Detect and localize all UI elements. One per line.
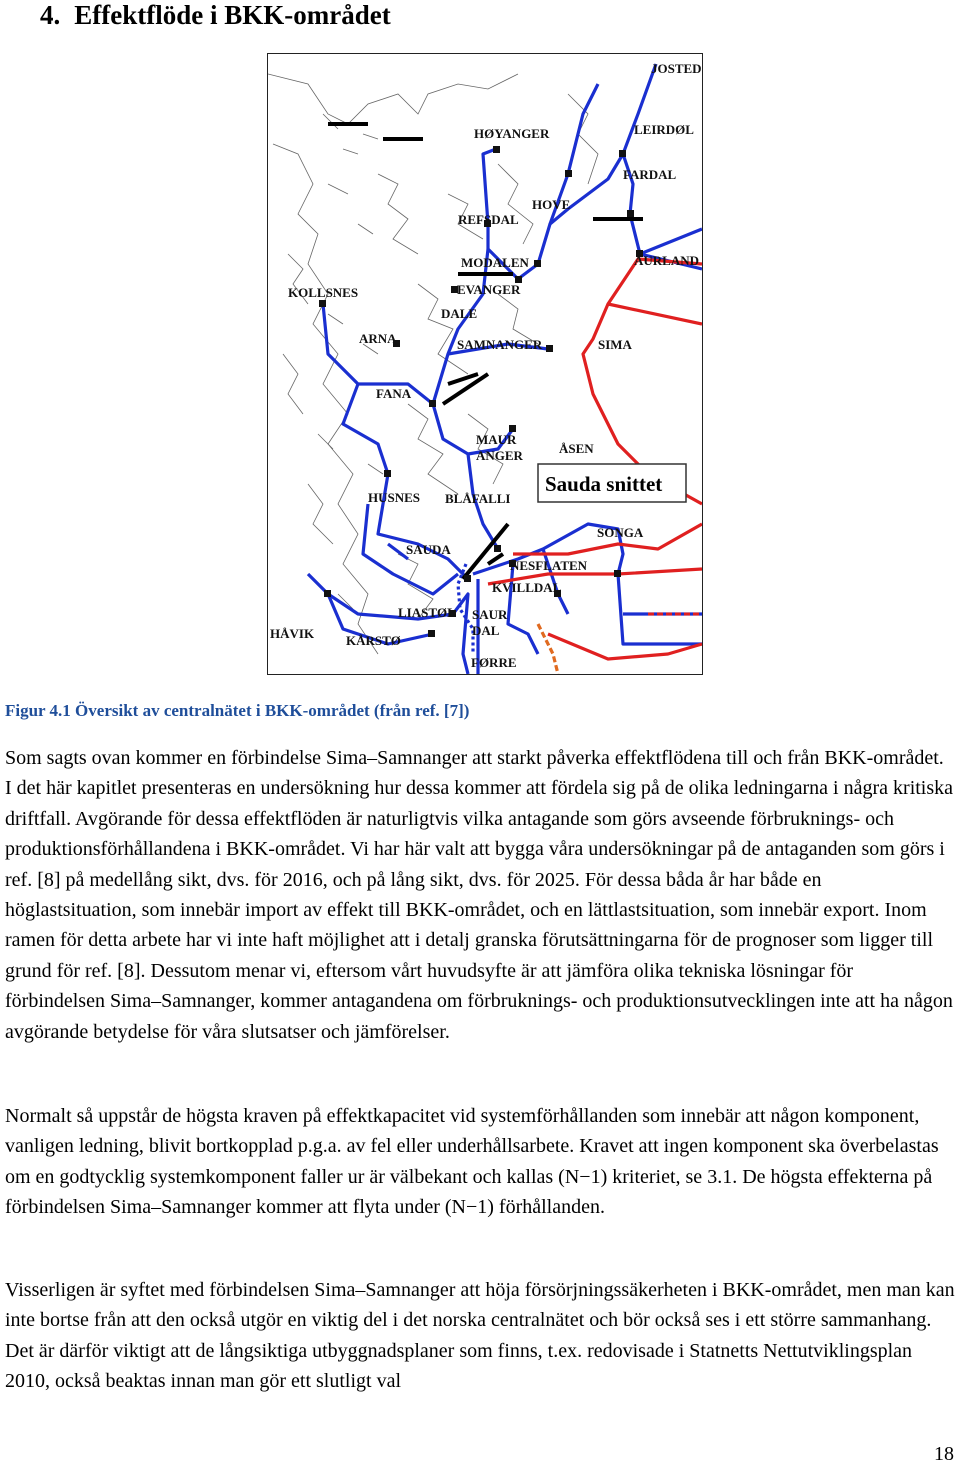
paragraph-3: Visserligen är syftet med förbindelsen Sima–Samnanger att höja försörjningssäkerheten i BKK-området, men man kan inte bortse från att den också utgör en viktig del i det norska centralnätet och bör också ses i ett större sammanhang. Det är därför viktigt att de långsiktiga utbyggnadsplaner som finns, t.ex. redovisade i Statnetts Nettutviklingsplan 2010, också beaktas innan man gör ett slutligt val [5,1279,955,1393]
section-heading [40,0,391,30]
grid-map-svg [268,54,702,674]
label-anger: ANGER [476,448,523,463]
label-liastol: LIASTØL [398,605,456,620]
label-fardal: FARDAL [623,167,677,182]
label-aurland: AURLAND [634,253,699,268]
label-dale: DALE [441,306,478,321]
section-title: Effektflöde i BKK-området [74,0,391,30]
label-refsdal: REFSDAL [458,212,519,227]
paragraph-1: Som sagts ovan kommer en förbindelse Sima–Samnanger att starkt påverka effektflödena till och från BKK-området. I det här kapitlet presenteras en undersökning hur dessa kommer att fördela sig på de olika ledningarna i några kritiska driftfall. Avgörande för dessa effektflöden är naturligtvis vilka antagande som görs avseende förbruknings- och produktionsförhållandena i BKK-området. Vi har här valt att bygga våra undersökningar på de antaganden som görs i ref. [8] på medellång sikt, dvs. för 2016, och på lång sikt, dvs. för 2025. För dessa båda år har både en höglastsituation, som innebär import av effekt till BKK-området, och en lättlastsituation, som innebär export. Inom ramen för detta arbete har vi inte haft möjlighet att i detalj granska förutsättningarna för de prognoser som ligger till grund för ref. [8]. Dessutom menar vi, eftersom vårt huvudsyfte är att jämföra olika tekniska lösningar för förbindelsen Sima–Samnanger, kommer antagandena om förbruknings- och produktionsutvecklingen inte att ha någon avgörande betydelse för våra slutsatser och jämförelser. [5,747,954,1043]
label-blafalli: BLÅFALLI [445,491,511,506]
label-arna: ARNA [359,331,397,346]
label-samnanger: SAMNANGER [457,337,543,352]
grid-map-figure [267,53,703,675]
sauda-snittet-label: Sauda snittet [545,472,663,496]
label-maur: MAUR [476,432,517,447]
label-modalen: MODALEN [461,255,529,270]
label-saur: SAUR [472,607,508,622]
label-kvilldal: KVILLDAL [492,580,562,595]
label-songa: SONGA [597,525,644,540]
page-number: 18 [934,1443,954,1465]
label-sima: SIMA [598,337,632,352]
label-hove: HOVE [532,197,571,212]
label-hoyanger: HØYANGER [474,126,550,141]
label-karsto: KÅRSTØ [346,633,401,648]
label-leirdol: LEIRDØL [634,122,694,137]
paragraph-2: Normalt så uppstår de högsta kraven på effektkapacitet vid systemförhållanden som innebär att någon komponent, vanligen ledning, blivit bortkopplad p.g.a. av fel eller underhållsarbete. Kravet att ingen komponent ska överbelastas om en godtycklig systemkomponent faller ur är välbekant och kallas (N−1) kriteriet, se 3.1. De högsta effekterna på förbindelsen Sima–Samnanger kommer att flyta under (N−1) förhållanden. [5,1105,939,1219]
section-number: 4. [40,0,61,30]
figure-caption: Figur 4.1 Översikt av centralnätet i BKK-området (från ref. [7]) [5,701,470,720]
label-husnes: HUSNES [368,490,421,505]
label-forre: FØRRE [471,655,517,670]
label-nesflaten: NESFLATEN [510,558,588,573]
label-fana: FANA [376,386,412,401]
label-sauda: SAUDA [406,542,451,557]
orange-line [538,624,558,674]
label-asen: ÅSEN [559,441,594,456]
label-dal: DAL [472,623,500,638]
label-havik: HÅVIK [270,626,315,641]
label-evanger: EVANGER [457,282,521,297]
label-josted: JOSTED [651,61,702,76]
label-kollsnes: KOLLSNES [288,285,359,300]
